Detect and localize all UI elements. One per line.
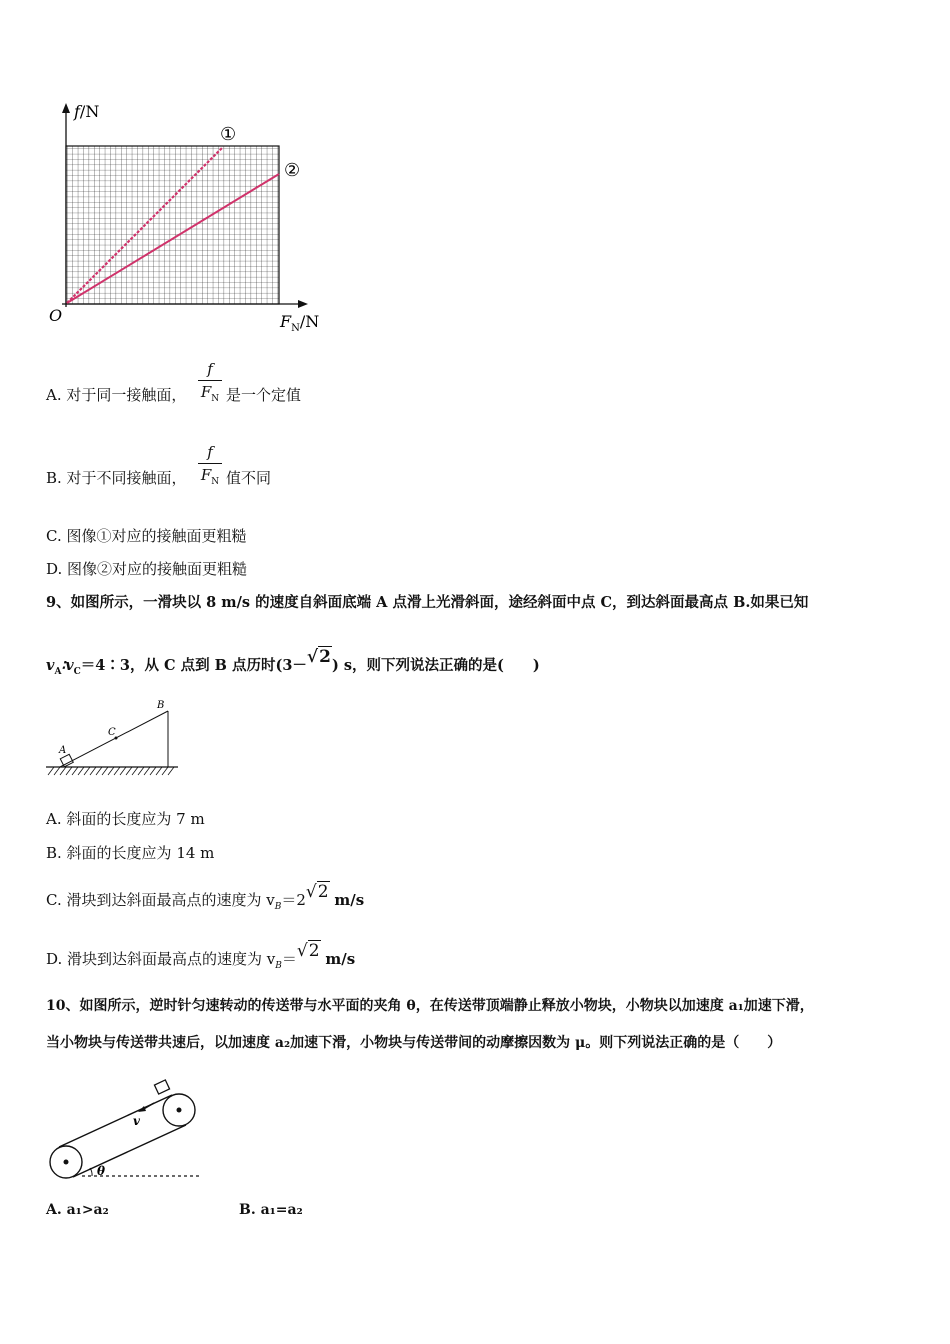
q8-option-b-fraction: [198, 443, 222, 491]
q10-stem-line-1: 10、如图所示，逆时针匀速转动的传送带与水平面的夹角 θ，在传送带顶端静止释放小物块，小物块以加速度 a₁加速下滑，: [46, 998, 814, 1014]
y-axis-label: f/N: [74, 102, 100, 121]
q8-option-b-suffix: 值不同: [226, 469, 272, 487]
friction-graph: [40, 95, 340, 345]
angle-arc: [90, 1168, 92, 1176]
q8-option-a-fraction: [198, 360, 222, 408]
slider-block: [60, 754, 73, 767]
q8-option-a: [46, 385, 186, 405]
fig-label-a: A: [59, 745, 67, 756]
x-axis-arrow-icon: [298, 300, 308, 308]
q8-option-c: C. 图像①对应的接触面更粗糙: [46, 527, 247, 545]
q9-option-b: B. 斜面的长度应为 14 m: [46, 844, 215, 862]
incline-figure: [42, 695, 187, 780]
fig-label-v: v: [133, 1114, 140, 1128]
sqrt-symbol: √2: [305, 882, 329, 902]
fig-label-b: B: [157, 700, 165, 711]
q8-option-b: [46, 468, 187, 488]
q8-option-a-prefix: A. 对于同一接触面，: [46, 386, 187, 404]
fraction-denominator: F: [200, 466, 212, 484]
origin-label: O: [49, 306, 63, 325]
x-axis-label: $F_N/N$: [280, 312, 320, 334]
q10-stem-line-2: 当小物块与传送带共速后，以加速度 a₂加速下滑，小物块与传送带间的动摩擦因数为 μ。则下列说法正确的是（ ）: [46, 1035, 782, 1051]
sqrt-symbol: √2: [306, 647, 331, 667]
q9-option-c: C. 滑块到达斜面最高点的速度为 $v_B=2√2$ m/s: [46, 882, 365, 912]
fraction-numerator: f: [207, 443, 213, 461]
fraction-numerator: f: [207, 360, 213, 378]
line-1-label: ①: [220, 124, 237, 145]
q9-stem-line-1: 9、如图所示，一滑块以 8 m/s 的速度自斜面底端 A 点滑上光滑斜面，途经斜面中点 C，到达斜面最高点 B.如果已知: [46, 594, 809, 611]
fig-label-c: C: [108, 727, 116, 738]
fig-label-theta: θ: [97, 1164, 106, 1178]
incline-slope: [60, 711, 168, 767]
fraction-denominator-sub: N: [211, 394, 220, 404]
line-2-label: ②: [284, 160, 301, 181]
q8-option-d: D. 图像②对应的接触面更粗糙: [46, 560, 248, 578]
q8-option-b-prefix: B. 对于不同接触面，: [46, 469, 187, 487]
graph-grid: [66, 146, 279, 304]
q9-option-a: A. 斜面的长度应为 7 m: [46, 810, 205, 828]
fraction-denominator-sub: N: [211, 477, 220, 487]
q10-option-a: A. a₁>a₂: [46, 1202, 109, 1218]
q9-stem-line-2: $v_A∶v_C=4∶3$，从 C 点到 B 点历时(3－√2) s，则下列说法正确的是( ): [46, 647, 540, 677]
sqrt-symbol: √2: [296, 941, 320, 961]
y-axis-arrow-icon: [62, 103, 70, 113]
small-block: [154, 1080, 169, 1094]
fraction-denominator: F: [200, 383, 212, 401]
q9-option-d: D. 滑块到达斜面最高点的速度为 $v_B=√2$ m/s: [46, 941, 356, 971]
conveyor-figure: [42, 1068, 207, 1188]
q8-option-a-suffix: 是一个定值: [226, 386, 302, 404]
q10-option-b: B. a₁=a₂: [239, 1202, 303, 1218]
